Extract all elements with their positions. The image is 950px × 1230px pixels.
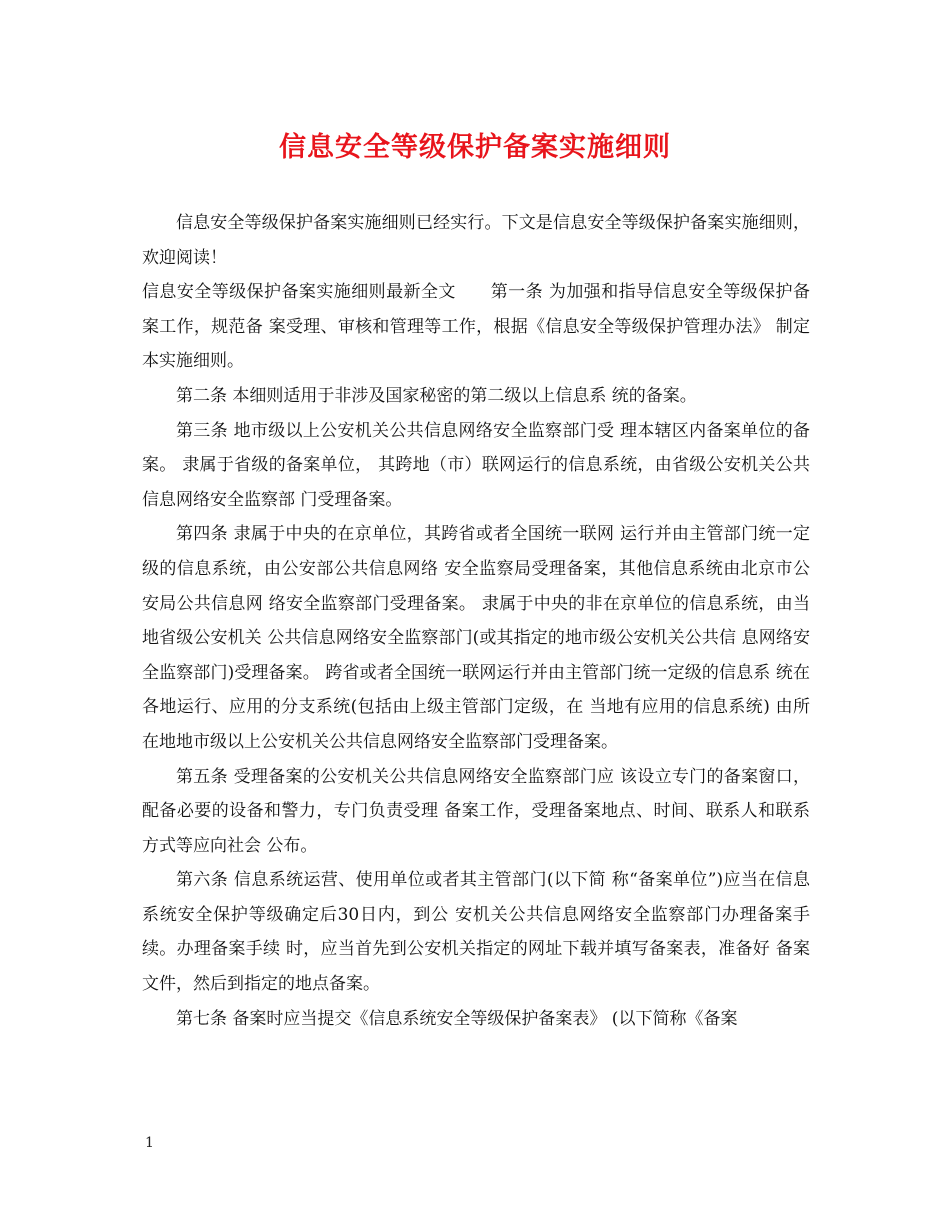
paragraph-article-3: 第三条 地市级以上公安机关公共信息网络安全监察部门受 理本辖区内备案单位的备案。 隶属于省级的备案单位， 其跨地（市）联网运行的信息系统，由省级公安机关公共信息网络安全监察部 门受理备案。 bbox=[142, 420, 810, 510]
page-number: 1 bbox=[145, 1135, 154, 1151]
paragraph-article-7: 第七条 备案时应当提交《信息系统安全等级保护备案表》 (以下简称《备案 bbox=[176, 1008, 738, 1029]
paragraph-article-4: 第四条 隶属于中央的在京单位，其跨省或者全国统一联网 运行并由主管部门统一定级的信息系统，由公安部公共信息网络 安全监察局受理备案，其他信息系统由北京市公安局公共信息网 络安全监察部门受理备案。 隶属于中央的非在京单位的信息系统，由当地省级公安机关 公共信息网络安全监察部门(或其指定的地市级公安机关公共信 息网络安全监察部门)受理备案。 跨省或者全国统一联网运行并由主管部门统一定级的信息系 统在各地运行、应用的分支系统(包括由上级主管部门定级，在 当地有应用的信息系统) 由所在地地市级以上公安机关公共信息网络安全监察部门受理备案。 bbox=[142, 524, 810, 752]
paragraph-article-2: 第二条 本细则适用于非涉及国家秘密的第二级以上信息系 统的备案。 bbox=[176, 385, 697, 406]
paragraph-article-6: 第六条 信息系统运营、使用单位或者其主管部门(以下简 称“备案单位”)应当在信息系统安全保护等级确定后30日内，到公 安机关公共信息网络安全监察部门办理备案手续。办理备案手续 时，应当首先到公安机关指定的网址下载并填写备案表，准备好 备案文件，然后到指定的地点备案。 bbox=[142, 870, 810, 995]
document-title: 信息安全等级保护备案实施细则 bbox=[279, 132, 671, 163]
paragraph-intro: 信息安全等级保护备案实施细则已经实行。下文是信息安全等级保护备案实施细则，欢迎阅读！ bbox=[142, 213, 810, 268]
paragraph-article-5: 第五条 受理备案的公安机关公共信息网络安全监察部门应 该设立专门的备案窗口，配备必要的设备和警力，专门负责受理 备案工作，受理备案地点、时间、联系人和联系方式等应向社会 公布。 bbox=[142, 766, 810, 856]
document-body bbox=[142, 206, 810, 1036]
paragraph-article-1: 信息安全等级保护备案实施细则最新全文 第一条 为加强和指导信息安全等级保护备案工作，规范备 案受理、审核和管理等工作，根据《信息安全等级保护管理办法》 制定本实施细则。 bbox=[142, 282, 810, 372]
